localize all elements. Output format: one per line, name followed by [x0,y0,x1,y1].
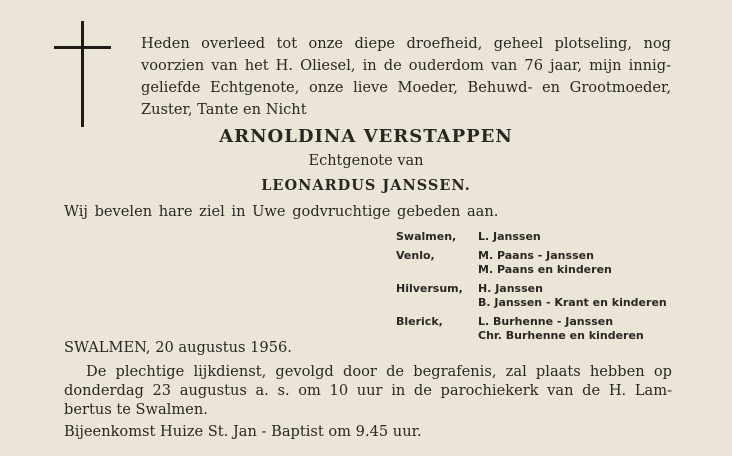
family-place: Blerick, [396,314,443,328]
cross-icon-bar [54,46,111,49]
family-row [396,315,667,344]
announcement-line: voorzien van het H. Oliesel, in de ouderdom van 76 jaar, mijn innig- [141,57,671,74]
prayer-request: Wij bevelen hare ziel in Uwe godvruchtige gebeden aan. [64,203,499,220]
family-member: Chr. Burhenne en kinderen [478,329,644,342]
family-member: B. Janssen - Krant en kinderen [478,296,667,309]
place-date: SWALMEN, 20 augustus 1956. [64,339,292,356]
gathering-notice: Bijeenkomst Huize St. Jan - Baptist om 9.45 uur. [64,423,422,440]
family-row [396,249,667,278]
family-member: M. Paans en kinderen [478,263,612,276]
cross-icon [81,21,84,127]
deceased-name: ARNOLDINA VERSTAPPEN [219,126,513,147]
family-member: H. Janssen [478,281,543,295]
family-place: Swalmen, [396,230,457,243]
funeral-notice [64,362,672,419]
family-row [396,282,667,311]
funeral-line: De plechtige lijkdienst, gevolgd door de begrafenis, zal plaats hebben op [86,363,672,380]
spouse-name: LEONARDUS JANSSEN. [261,177,471,194]
family-place: Hilversum, [396,281,463,295]
announcement-line: Zuster, Tante en Nicht [141,101,307,118]
family-place: Venlo, [396,248,435,262]
funeral-line: bertus te Swalmen. [64,401,208,418]
announcement-line: Heden overleed tot onze diepe droefheid, geheel plotseling, nog [141,35,671,52]
spouse-label: Echtgenote van [308,153,424,169]
funeral-line: donderdag 23 augustus a. s. om 10 uur in de parochiekerk van de H. Lam- [64,382,672,399]
family-member: L. Burhenne - Janssen [478,314,614,328]
family-list [396,230,667,348]
family-row [396,230,667,245]
announcement-text [141,33,671,121]
family-member: L. Janssen [478,230,541,243]
announcement-line: geliefde Echtgenote, onze lieve Moeder, Behuwd- en Grootmoeder, [141,79,671,96]
family-member: M. Paans - Janssen [478,248,594,262]
